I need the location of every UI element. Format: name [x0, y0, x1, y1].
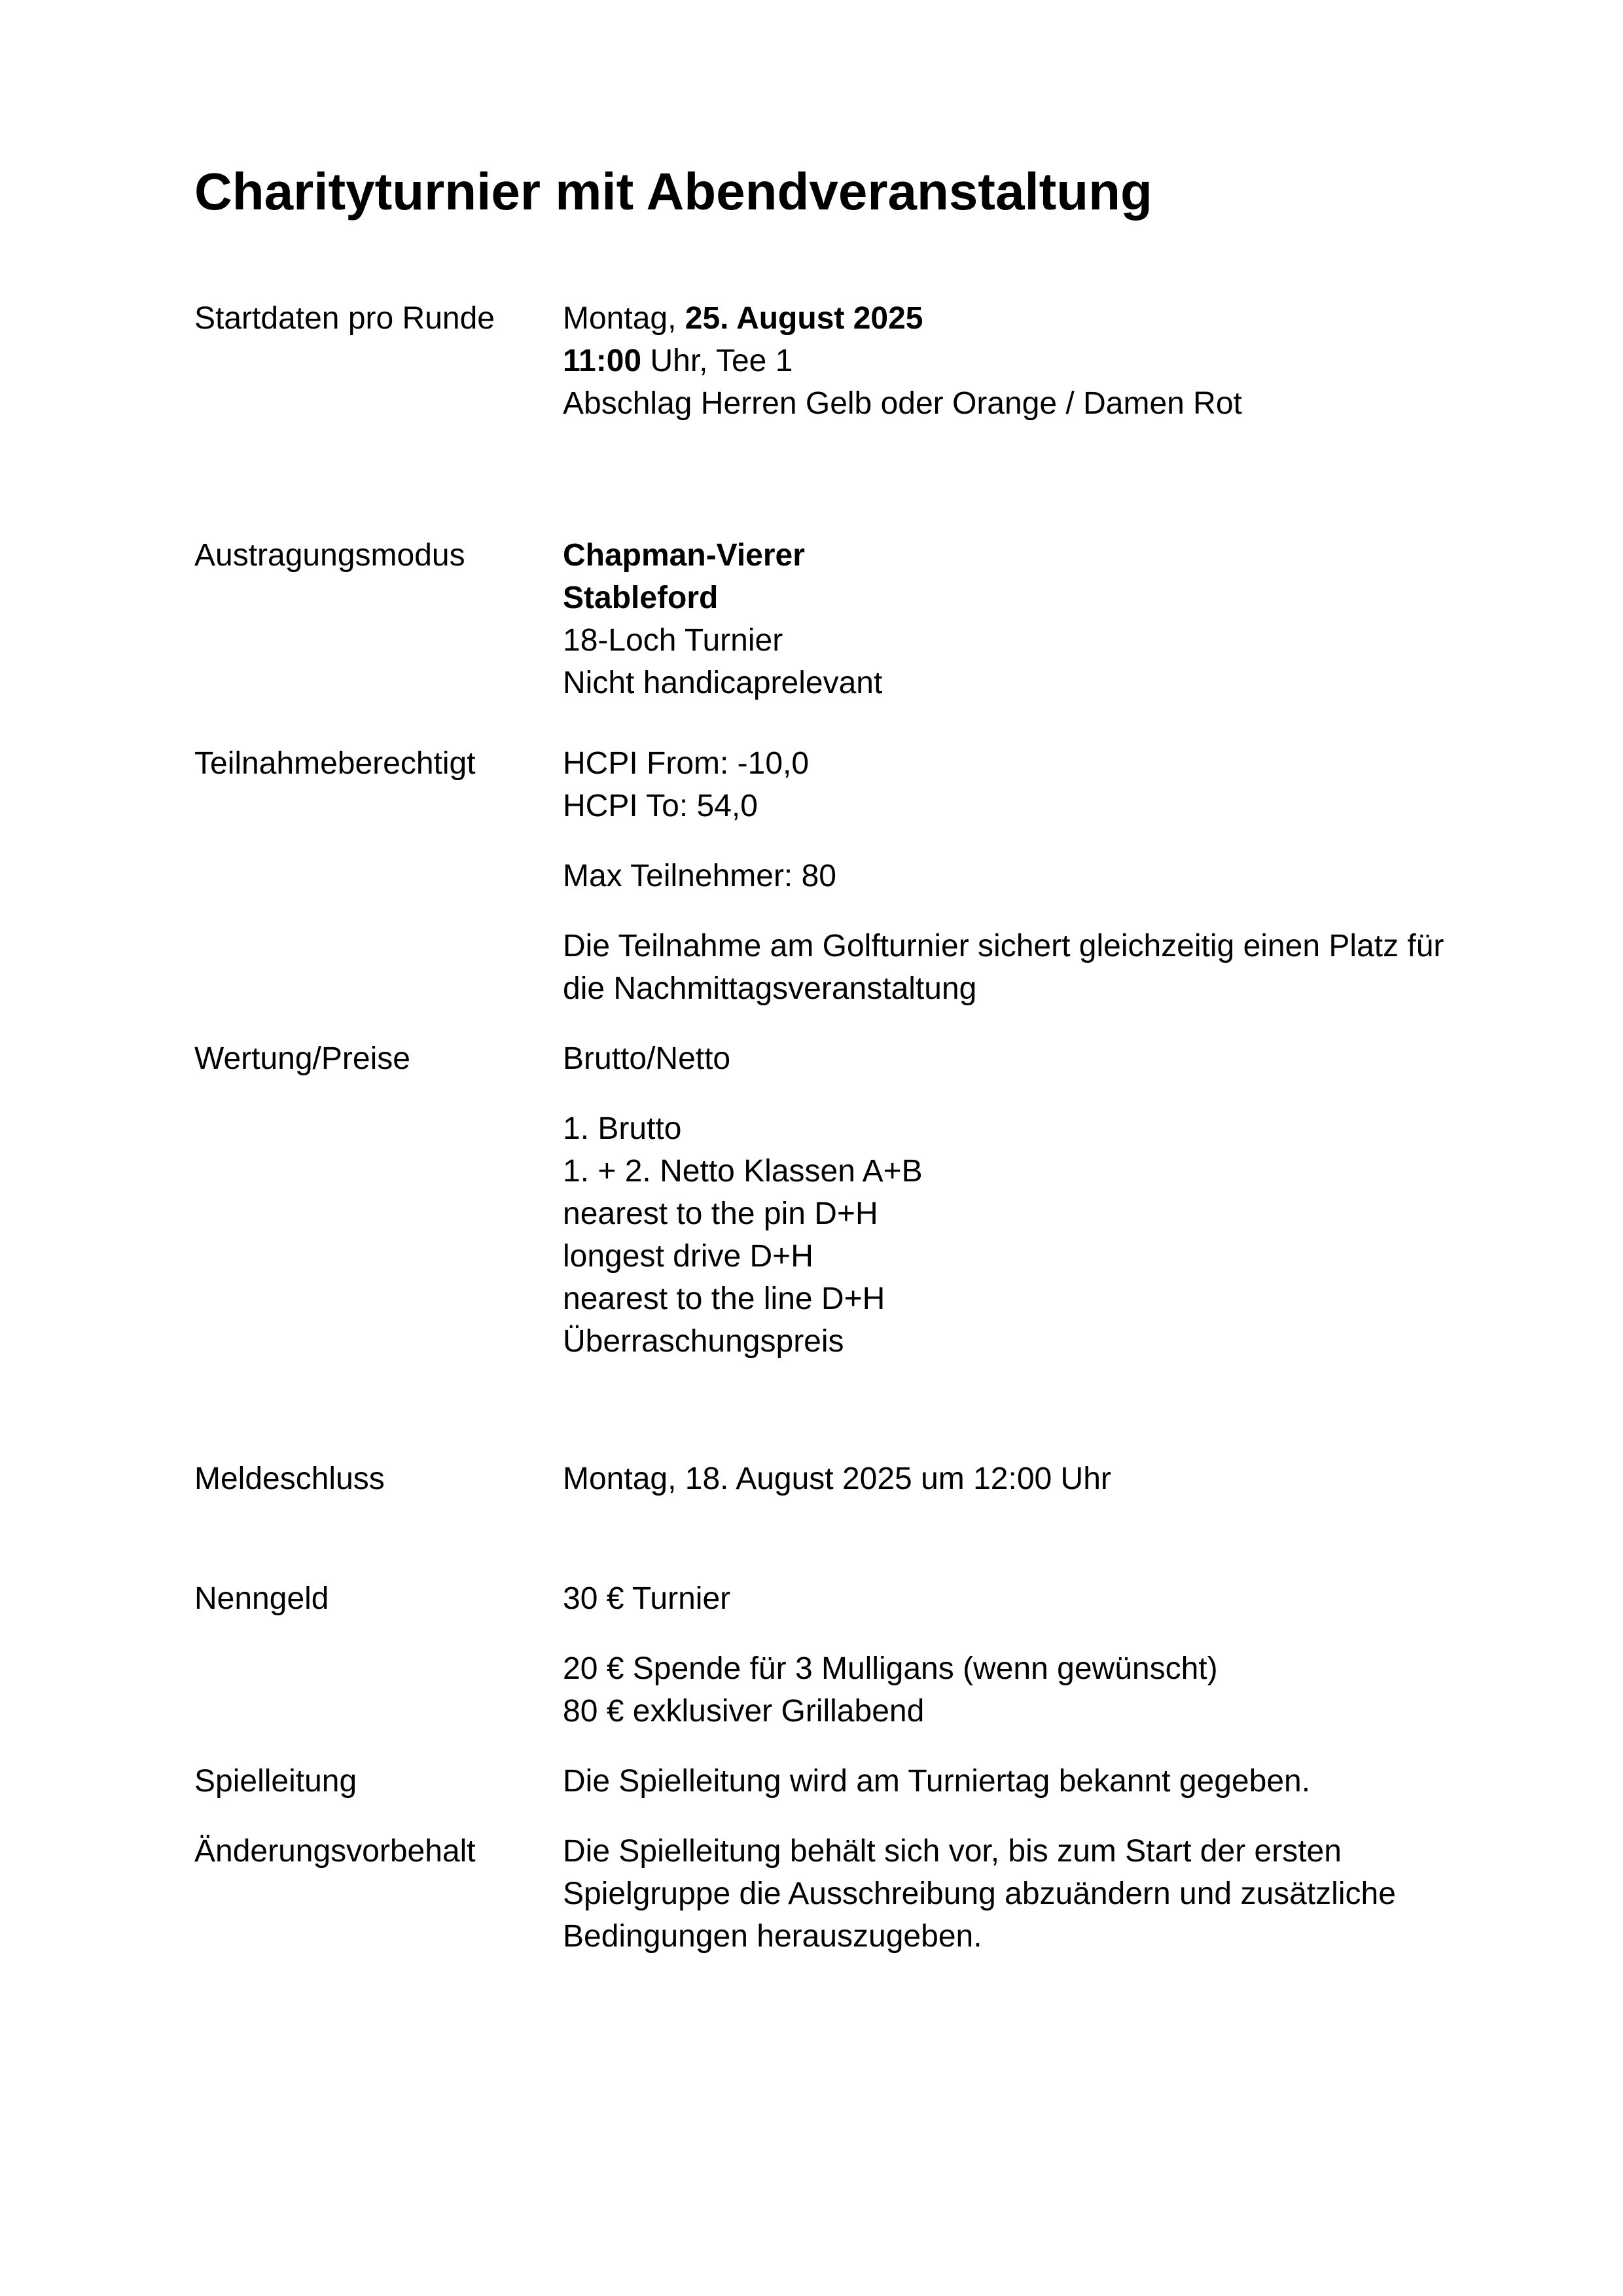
aenderung-value	[563, 1830, 1479, 1958]
start-day: Montag,	[563, 301, 677, 336]
startdaten-label: Startdaten pro Runde	[194, 301, 495, 336]
nenngeld-grill: 80 € exklusiver Grillabend	[563, 1694, 925, 1729]
hcpi-from: HCPI From: -10,0	[563, 746, 810, 781]
abschlag-line: Abschlag Herren Gelb oder Orange / Damen Rot	[563, 386, 1242, 421]
nenngeld-mulligans: 20 € Spende für 3 Mulligans (wenn gewünscht)	[563, 1651, 1218, 1686]
teilnahme-note-text: Die Teilnahme am Golfturnier sichert gleichzeitig einen Platz für die Nachmittagsveranstaltung	[563, 929, 1444, 1006]
spielleitung-value	[563, 1760, 1310, 1803]
modus-label: Austragungsmodus	[194, 538, 465, 573]
nenngeld-turnier	[563, 1577, 730, 1620]
wertung-mode	[563, 1037, 730, 1080]
prize-item: 1. + 2. Netto Klassen A+B	[563, 1154, 923, 1189]
wertung-label: Wertung/Preise	[194, 1041, 410, 1076]
nenngeld-turnier-text: 30 € Turnier	[563, 1581, 731, 1616]
start-time-rest: Uhr, Tee 1	[650, 344, 793, 378]
meldeschluss-value	[563, 1458, 1111, 1500]
modus-value	[563, 534, 882, 704]
teilnahme-hcpi	[563, 742, 809, 827]
prize-item: nearest to the line D+H	[563, 1282, 885, 1316]
modus-line-1: Chapman-Vierer	[563, 538, 805, 573]
prize-item: 1. Brutto	[563, 1111, 682, 1146]
teilnahme-label: Teilnahmeberechtigt	[194, 746, 476, 781]
aenderung-text: Die Spielleitung behält sich vor, bis zum Start der ersten Spielgruppe die Ausschreibung abzuändern und zusätzliche Bedingungen herauszugeben.	[563, 1834, 1396, 1954]
nenngeld-extras	[563, 1647, 1218, 1732]
spielleitung-label: Spielleitung	[194, 1764, 357, 1799]
modus-line-2: Stableford	[563, 581, 719, 615]
startdaten-value	[563, 297, 1242, 425]
prize-item: Überraschungspreis	[563, 1324, 844, 1359]
teilnahme-note	[563, 925, 1479, 1010]
hcpi-to: HCPI To: 54,0	[563, 789, 758, 823]
modus-line-4: Nicht handicaprelevant	[563, 666, 883, 700]
modus-line-3: 18-Loch Turnier	[563, 623, 783, 658]
start-date-line	[563, 297, 1242, 340]
meldeschluss-label: Meldeschluss	[194, 1462, 385, 1496]
page-title: Charityturnier mit Abendveranstaltung	[194, 162, 1152, 221]
max-teilnehmer-text: Max Teilnehmer: 80	[563, 859, 836, 893]
prize-list	[563, 1107, 923, 1363]
max-teilnehmer	[563, 855, 836, 897]
prize-item: nearest to the pin D+H	[563, 1196, 878, 1231]
meldeschluss-text: Montag, 18. August 2025 um 12:00 Uhr	[563, 1462, 1111, 1496]
spielleitung-text: Die Spielleitung wird am Turniertag bekannt gegeben.	[563, 1764, 1311, 1799]
prize-item: longest drive D+H	[563, 1239, 813, 1274]
start-time-line	[563, 340, 1242, 382]
nenngeld-label: Nenngeld	[194, 1581, 329, 1616]
start-date: 25. August 2025	[685, 301, 923, 336]
aenderung-label: Änderungsvorbehalt	[194, 1834, 476, 1869]
start-time: 11:00	[563, 344, 642, 378]
wertung-mode-text: Brutto/Netto	[563, 1041, 731, 1076]
